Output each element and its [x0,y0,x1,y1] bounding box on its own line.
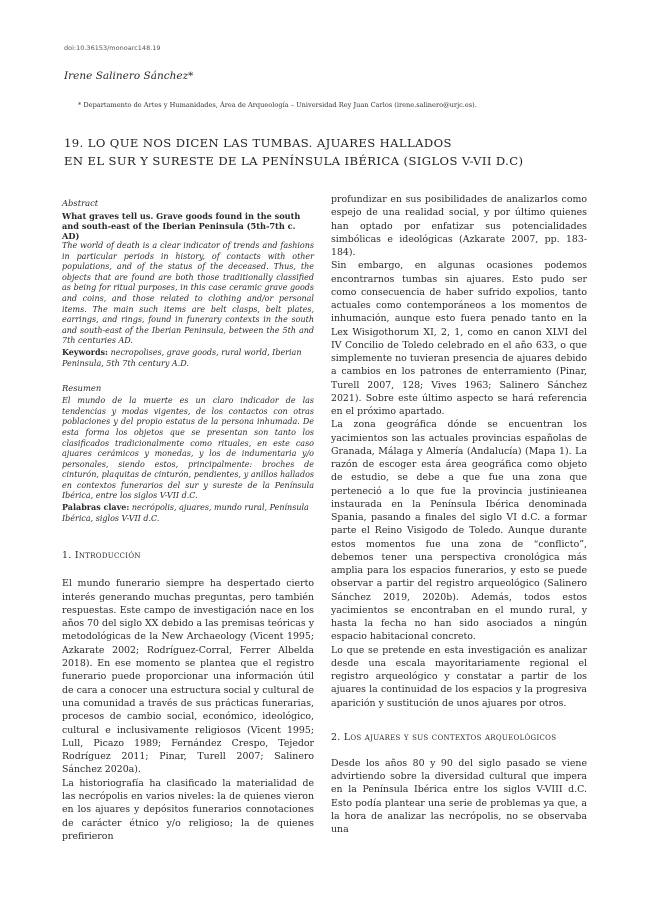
right-column [331,193,587,836]
resumen-keywords-label: Palabras clave: [62,502,130,513]
abstract-heading: Abstract [62,198,99,208]
section-1-heading: 1. Introducción [62,550,141,562]
abstract-title: What graves tell us. Grave goods found in the south and south-east of the Iberian Peninsula (5th-7th c. AD) [62,211,301,241]
author-affiliation: * Departamento de Artes y Humanidades, Área de Arqueología – Universidad Rey Juan Carlos (irene.salinero@urjc.es). [78,101,477,109]
section-2-heading: 2. Los ajuares y sus contextos arqueológicos [331,731,557,743]
right-paragraph-2: Sin embargo, en algunas ocasiones podemos encontrarnos tumbas sin ajuares. Esto pudo ser como consecuencia de haber sufrido expolios, tanto actuales como contemporáneos a los momentos de inhumación, aunque esto fuera penado tanto en la Lex Wisigothorum XI, 2, 1, como en canon XLVI del IV Concilio de Toledo celebrado en el año 633, o que simplemente no tuvieran presencia de ajuares debido a cambios en los patrones de enterramiento (Pinar, Turell 2007, 128; Vives 1963; Salinero Sánchez 2021). Sobre este último aspecto se hará referencia en el próximo apartado. [331,260,587,417]
abstract-body: The world of death is a clear indicator of trends and fashions in particular periods in history, of contacts with other populations, and of the status of the deceased. Thus, the objects that are found are both those traditionally classified as being for ritual purposes, in this case ceramic grave goods and coins, and those related to clothing and/or personal items. The main such items are belt clasps, belt plates, earrings, and rings, found in funerary contexts in the south and south-east of the Iberian Peninsula, between the 5th and 7th centuries AD. [62,241,314,346]
abstract-keywords-label: Keywords: [62,346,109,357]
chapter-title [64,134,594,170]
section-1-paragraph-2: La historiografía ha clasificado la materialidad de las necrópolis en varios niveles: la de quienes vieron en los ajuares y depósitos funerarios connotaciones de carácter étnico y/o religioso; la de quienes prefirieron [62,777,314,842]
resumen-body: El mundo de la muerte es un claro indicador de las tendencias y modas vigentes, de los contactos con otras poblaciones y del propio estatus de la persona inhumada. De esta forma los objetos que se presentan son tanto los clasificados tradicionalmente como rituales, en este caso ajuares cerámicos y monedas, y los de indumentaria y/o personales, siendo estos, principalmente: broches de cinturón, plaquitas de cinturón, pendientes, y anillos hallados en contextos funerarios del sur y sureste de la Península Ibérica, entre los siglos V-VII d.C. [62,396,314,501]
doi-label: doi:10.36153/monoarc148.19 [64,44,161,52]
resumen-heading: Resumen [62,383,102,394]
abstract-keywords-text: necropolises, grave goods, rural world, Iberian Peninsula, 5th 7th century A.D. [62,347,302,368]
chapter-title-line-1: 19. LO QUE NOS DICEN LAS TUMBAS. AJUARES HALLADOS [64,136,452,150]
resumen-keywords [62,502,314,524]
resumen-keywords-text: necrópolis, ajuares, mundo rural, Península Ibérica, siglos V-VII d.C. [62,503,309,523]
left-column [62,198,314,843]
abstract-keywords [62,347,314,369]
section-2-paragraph-1: Desde los años 80 y 90 del siglo pasado se viene advirtiendo sobre la diversidad cultural que impera en la Península Ibérica entre los siglos V-VIII d.C. Esto podía plantear una serie de problemas ya que, a la hora de analizar las necrópolis, no se observaba una [331,757,587,835]
section-1-paragraph-1: El mundo funerario siempre ha despertado cierto interés generando muchas preguntas, pero también respuestas. Este campo de investigación nace en los años 70 del siglo XX debido a las premisas teóricas y metodológicas de la New Archaeology (Vicent 1995; Azkarate 2002; Rodríguez-Corral, Ferrer Albelda 2018). En ese momento se plantea que el registro funerario puede proporcionar una información útil de cara a conocer una estructura social y cultural de una comunidad a través de sus prácticas funerarias, procesos de cambio social, económico, ideológico, cultural e inclusivamente religiosos (Vicent 1995; Lull, Picazo 1989; Fernández Crespo, Tejedor Rodríguez 2011; Pinar, Turell 2007; Salinero Sánchez 2020a). [62,578,314,776]
right-paragraph-1: profundizar en sus posibilidades de analizarlos como espejo de una realidad social, y por último quienes han optado por enfatizar sus potencialidades simbólicas e ideológicas (Azkarate 2007, pp. 183-184). [331,194,587,258]
right-paragraph-3: La zona geográfica dónde se encuentran los yacimientos son las actuales provincias españolas de Granada, Málaga y Almería (Andalucía) (Mapa 1). La razón de escoger esta área geográfica como objeto de estudio, se debe a que fue una zona que perteneció a lo que fue la provincia justinieanea instaurada en la Península Ibérica denominada Spania, pasando a finales del siglo VI d.C. a formar parte el Reino Visigodo de Toledo. Aunque durante estos momentos fue una zona de “conflicto”, debemos tener una perspectiva cronológica más amplia para los espacios funerarios, y esto se puede observar a partir del registro arqueológico (Salinero Sánchez 2019, 2020b). Además, todos estos yacimientos se encontraban en el mundo rural, y hasta la fecha no han sido asociados a ningún espacio habitacional concreto. [331,419,587,643]
author-name: Irene Salinero Sánchez* [64,70,194,82]
right-paragraph-4: Lo que se pretende en esta investigación es analizar desde una escala mayoritariamente regional el registro arqueológico y constatar a partir de los ajuares la continuidad de los espacios y la progresiva aparición y sustitución de unos ajuares por otros. [331,644,587,709]
chapter-title-line-2: EN EL SUR Y SURESTE DE LA PENÍNSULA IBÉRICA (SIGLOS V-VII D.C) [64,154,524,168]
